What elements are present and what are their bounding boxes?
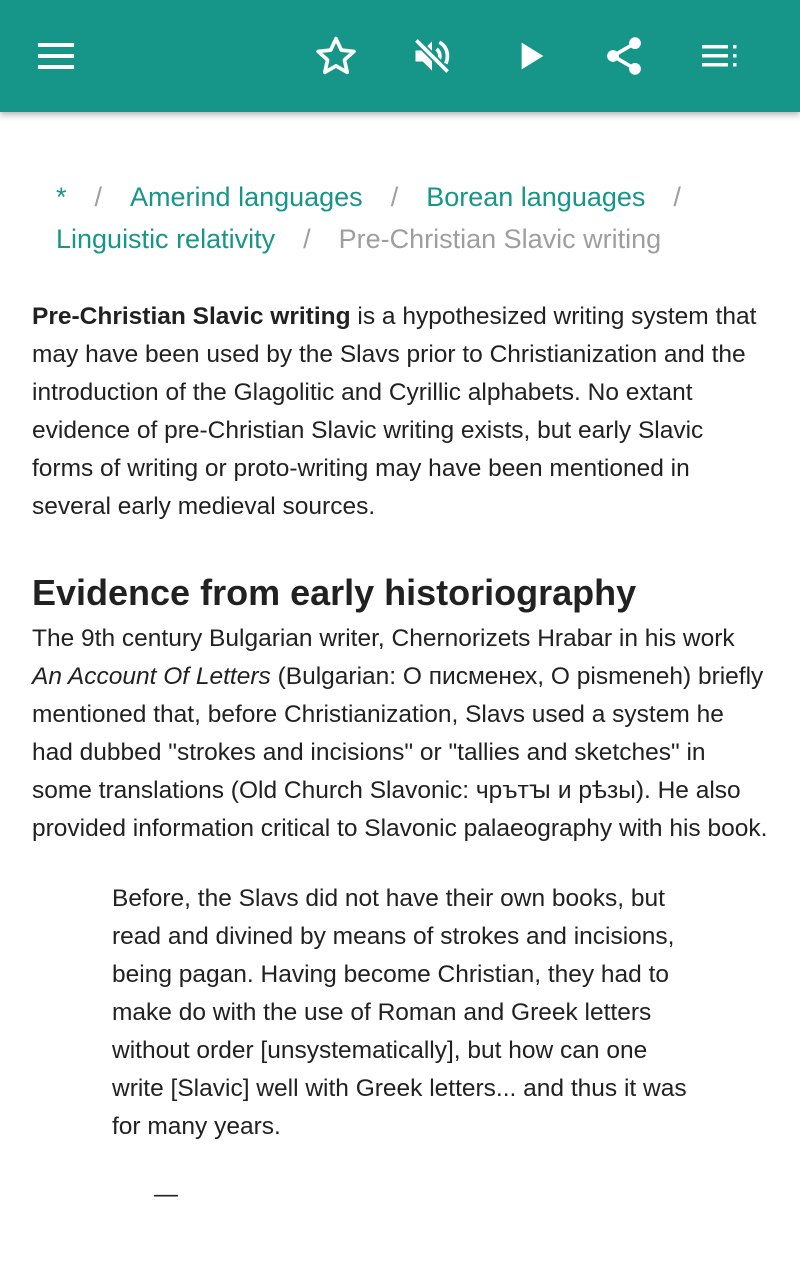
section-text-end: (Bulgarian: О писменех, O pismeneh) briefly mentioned that, before Christianization, Slavs used a system he had dubbed "strokes and incisions" or "tallies and sketches" in some translations (Old Church Slavonic: чрътꙑ и рѣзы). He also provided information critical to Slavonic palaeography with his book. xyxy=(32,663,768,842)
intro-text: is a hypothesized writing system that may have been used by the Slavs prior to Christianization and the introduction of the Glagolitic and Cyrillic alphabets. No extant evidence of pre-Christian Slavic writing exists, but early Slavic forms of writing or proto-writing may have been mentioned in several early medieval sources. xyxy=(32,303,757,520)
breadcrumb-separator: / xyxy=(94,182,103,212)
breadcrumb-item-borean-languages[interactable]: Borean languages xyxy=(426,182,646,212)
play-icon xyxy=(510,36,550,76)
contents-button[interactable] xyxy=(692,28,748,84)
breadcrumb-item-linguistic-relativity[interactable]: Linguistic relativity xyxy=(56,224,276,254)
blockquote: Before, the Slavs did not have their own books, but read and divined by means of strokes and incisions, being pagan. Having become Christian, they had to make do with the use of Roman and Greek letters without order [unsystematically], but how can one write [Slavic] well with Greek letters... and thus it was for many years. xyxy=(112,885,687,1140)
work-title: An Account Of Letters xyxy=(32,663,271,690)
article-content xyxy=(0,112,800,1280)
breadcrumb-item-root[interactable]: * xyxy=(56,182,67,212)
breadcrumb-separator: / xyxy=(303,224,311,254)
article-body xyxy=(32,298,768,1214)
breadcrumb xyxy=(56,176,756,260)
menu-button[interactable] xyxy=(28,28,84,84)
share-button[interactable] xyxy=(596,28,652,84)
section-text-start: The 9th century Bulgarian writer, Chernorizets Hrabar in his work xyxy=(32,625,735,652)
article-title-bold: Pre-Christian Slavic writing xyxy=(32,303,351,330)
blockquote-attribution-dash: — xyxy=(154,1181,178,1208)
section-heading: Evidence from early historiography xyxy=(32,572,637,613)
section-paragraph xyxy=(32,620,768,848)
favorite-button[interactable] xyxy=(308,28,364,84)
contents-list-icon xyxy=(700,36,740,76)
share-icon xyxy=(602,34,646,78)
menu-icon xyxy=(36,36,76,76)
breadcrumb-item-amerind-languages[interactable]: Amerind languages xyxy=(130,182,363,212)
mute-button[interactable] xyxy=(404,28,460,84)
breadcrumb-current-page: Pre-Christian Slavic writing xyxy=(338,224,662,254)
intro-paragraph xyxy=(32,298,768,526)
play-button[interactable] xyxy=(502,28,558,84)
star-icon xyxy=(314,34,358,78)
volume-off-icon xyxy=(410,34,454,78)
breadcrumb-separator: / xyxy=(673,182,681,212)
breadcrumb-separator: / xyxy=(390,182,399,212)
app-toolbar xyxy=(0,0,800,112)
